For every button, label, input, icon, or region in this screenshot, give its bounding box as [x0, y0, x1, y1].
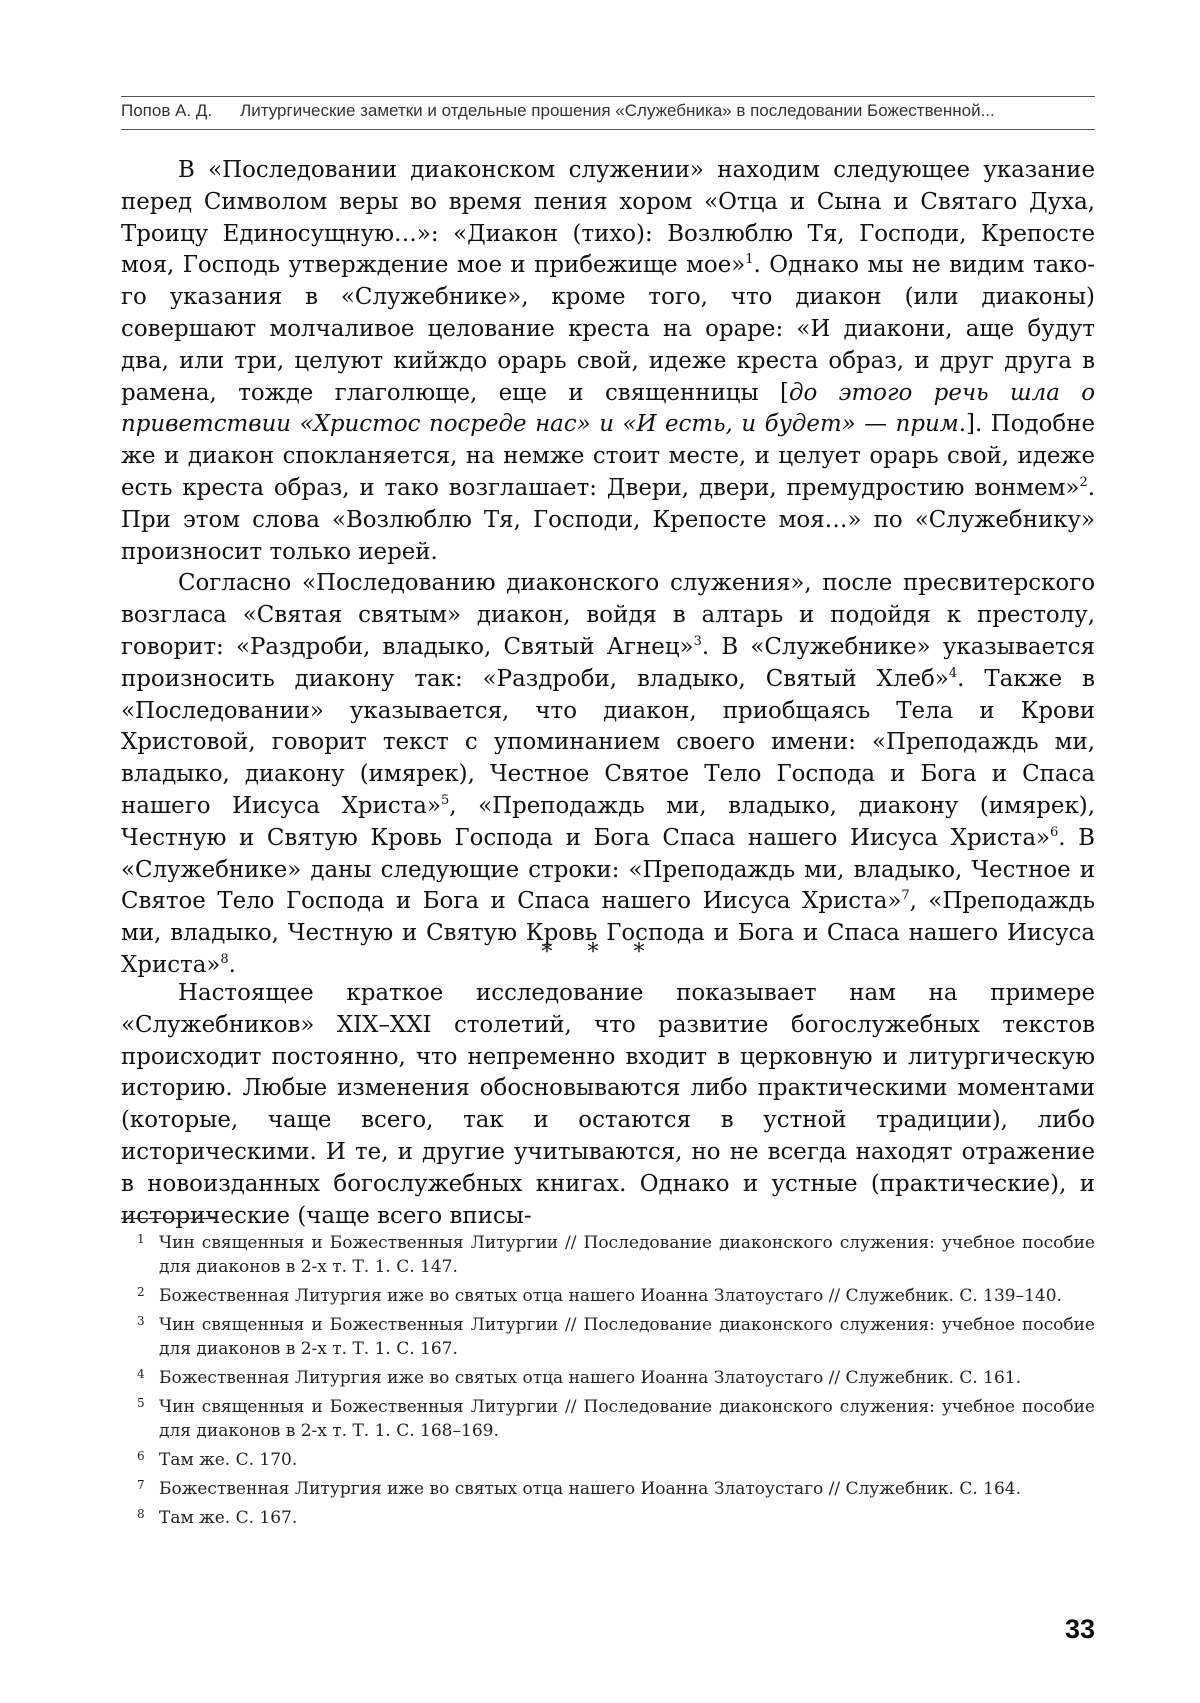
footnote-ref: 6	[1050, 824, 1059, 840]
footnote: 8 Там же. С. 167.	[137, 1507, 298, 1528]
paragraph-3: Настоящее краткое исследование показывает нам на примере «Служебников» XIX–XXI столетий, что развитие богослужебных текстов происходит постоянно, что непременно входит в церковную и литургическую историю. Любые изменения обосновываются либо практическими моментами (которые, чаще всего, так и остаются в устной традиции), либо историческими. И те, и другие учитываются, но не всегда находят отражение в новоизданных богослужебных книгах. Однако и устные (практические), и исторические (чаще всего вписы-	[121, 980, 1095, 1229]
running-header	[121, 96, 1095, 130]
footnote: 6 Там же. С. 170.	[137, 1449, 298, 1470]
header-title: Литургические заметки и отдельные прошения «Служебника» в последовании Божественной...	[240, 101, 995, 120]
footnote: 2 Божественная Литургия иже во святых отца нашего Иоанна Златоустаго // Служебник. С. 139–140.	[137, 1285, 1062, 1306]
header-author: Попов А. Д.	[121, 101, 213, 120]
footnote: 3 Чин священныя и Божественныя Литургии // Последование диаконского служения: учебное пособие для диаконов в 2-х т. Т. 1. С. 167.	[137, 1314, 1095, 1359]
footnote-ref: 8	[220, 951, 229, 967]
footnote-ref: 1	[745, 252, 754, 268]
main-text-continued	[121, 978, 1095, 1232]
section-separator: * * *	[541, 940, 659, 965]
footnote-rule	[121, 1218, 217, 1219]
footnote-ref: 4	[948, 665, 958, 681]
paragraph-1: В «Последовании диаконском служении» находим следующее указание перед Символом веры во время пения хором «Отца и Сына и Святаго Духа, Троицу Единосущную…»: «Диакон (тихо): Возлюблю Тя, Господи, Крепосте моя, Господь утверждение мое и прибежище мое»$^1$. Однако мы не видим такого указания в «Служебнике», кроме того, что диакон (или диаконы) совершают молчаливое целование креста на ораре: «И диакони, аще будут два, или три, целуют кийждо орарь свой, идеже креста образ, и друг друга в рамена, тожде глаголюще, еще и священницы [до этого речь шла о приветствии «Христос посреде нас» и «И есть, и будет» — прим.]. Подобне же и диакон спокланяется, на немже стоит месте, и целует орарь свой, идеже есть креста образ, и тако возглашает: Двери, двери, премудростию вонмем»$^2$. При этом слова «Возлюблю Тя, Господи, Крепосте моя…» по «Служебнику» произносит только иерей.	[121, 157, 1095, 565]
footnote-ref: 7	[901, 888, 910, 904]
footnote-ref: 3	[693, 633, 702, 649]
main-text	[121, 155, 1095, 982]
paragraph-2: Согласно «Последованию диаконского служения», после пресвитерского возгласа «Святая святым» диакон, войдя в алтарь и подойдя к престолу, говорит: «Раздроби, владыко, Святый Агнец»$^3$. В «Служебнике» указывается произносить диакону так: «Раздроби, владыко, Святый Хлеб»$^4$. Также в «Последовании» указывается, что диакон, приобщаясь Тела и Крови Христовой, говорит текст с упоминанием своего имени: «Преподаждь ми, владыко, диакону (имярек), Честное Святое Тело Господа и Бога и Спаса нашего Иисуса Христа»$^5$, «Преподаждь ми, владыко, диакону (имярек), Честную и Святую Кровь Господа и Бога Спаса нашего Иисуса Христа»$^6$. В «Служебнике» даны следующие строки: «Преподаждь ми, владыко, Честное и Святое Тело Господа и Бога и Спаса нашего Иисуса Христа»$^7$, «Преподаждь ми, владыко, Честную и Святую Кровь Господа и Бога и Спаса нашего Иисуса Христа»$^8$.	[121, 570, 1096, 978]
editorial-note: до этого речь шла о приветствии «Христос посреде нас» и «И есть, и будет» — прим	[121, 379, 1095, 438]
footnotes	[121, 1231, 1095, 1535]
footnote: 4 Божественная Литургия иже во святых отца нашего Иоанна Златоустаго // Служебник. С. 161.	[137, 1367, 1021, 1388]
footnote: 1 Чин священныя и Божественныя Литургии // Последование диаконского служения: учебное пособие для диаконов в 2-х т. Т. 1. С. 147.	[137, 1232, 1095, 1277]
footnote: 5 Чин священныя и Божественныя Литургии // Последование диаконского служения: учебное пособие для диаконов в 2-х т. Т. 1. С. 168–169.	[137, 1396, 1095, 1441]
page-number: 33	[1064, 1614, 1095, 1644]
footnote-ref: 2	[1079, 474, 1088, 490]
footnote: 7 Божественная Литургия иже во святых отца нашего Иоанна Златоустаго // Служебник. С. 164.	[137, 1478, 1021, 1499]
footnote-ref: 5	[440, 792, 450, 808]
